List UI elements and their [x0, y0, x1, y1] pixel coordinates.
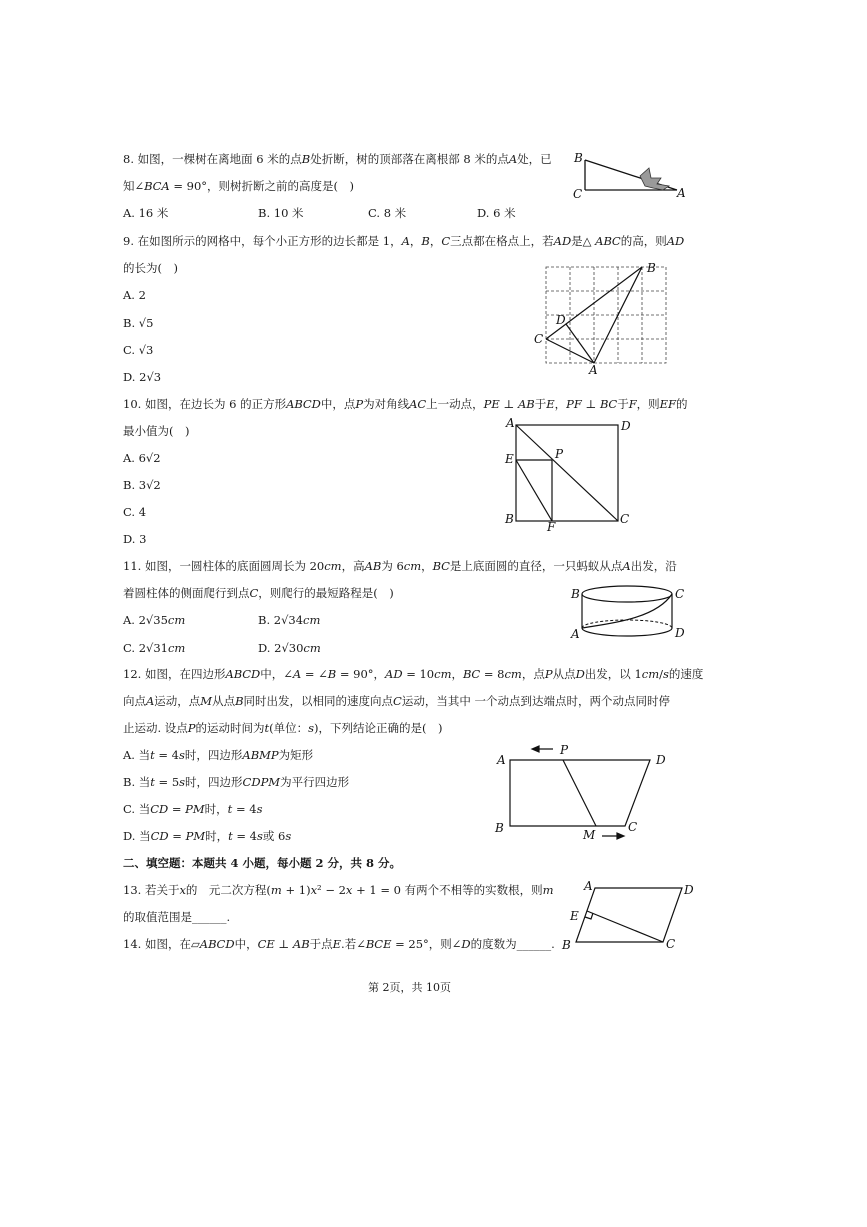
q14-figure — [560, 878, 700, 953]
fig14-label-e: E — [570, 909, 579, 923]
q11-option-b: B. 2√34𝑐𝑚 — [258, 613, 321, 627]
q12-line1: 12. 如图，在四边形𝐴𝐵𝐶𝐷中，∠𝐴 = ∠𝐵 = 90°，𝐴𝐷 = 10𝑐𝑚，𝐵𝐶 = 8𝑐𝑚，点𝑃从点𝐷出发，以 1𝑐𝑚/𝑠的速度 — [123, 667, 704, 681]
q8-line1: 8. 如图，一棵树在离地面 6 米的点𝐵处折断，树的顶部落在离根部 8 米的点𝐴处，已 — [123, 152, 552, 166]
q11-figure — [565, 580, 695, 645]
q10-option-c: C. 4 — [123, 505, 147, 519]
fig9-label-d: D — [556, 313, 566, 327]
q13-line1: 13. 若关于𝑥的 元二次方程(𝑚 + 1)𝑥² − 2𝑥 + 1 = 0 有两个不相等的实数根，则𝑚 — [123, 883, 554, 897]
fig10-label-e: E — [505, 452, 514, 466]
fig10-label-c: C — [620, 512, 630, 526]
q12-option-b: B. 当𝑡 = 5𝑠时，四边形𝐶𝐷𝑃𝑀为平行四边形 — [123, 775, 350, 789]
section-heading: 二、填空题：本题共 4 小题，每小题 2 分，共 8 分。 — [123, 856, 402, 870]
q8-option-b: B. 10 米 — [258, 206, 304, 220]
fig9-label-c: C — [534, 332, 544, 346]
q12-option-d: D. 当𝐶𝐷 = 𝑃𝑀时，𝑡 = 4𝑠或 6𝑠 — [123, 829, 292, 843]
fig10-label-f: F — [547, 520, 556, 534]
fig11-label-b: B — [571, 587, 580, 601]
q13-line2: 的取值范围是______. — [123, 910, 231, 924]
q11-option-d: D. 2√30𝑐𝑚 — [258, 641, 321, 655]
q12-line2: 向点𝐴运动，点𝑀从点𝐵同时出发，以相同的速度向点𝐶运动，当其中 一个动点到达端点时，两个动点同时停 — [123, 694, 670, 708]
q10-option-d: D. 3 — [123, 532, 147, 546]
fig14-label-b: B — [562, 938, 571, 952]
q11-option-c: C. 2√31𝑐𝑚 — [123, 641, 186, 655]
fig12-label-m: M — [583, 828, 596, 842]
fig10-label-d: D — [621, 419, 631, 433]
q10-option-b: B. 3√2 — [123, 478, 161, 492]
arrow-right-icon — [602, 833, 624, 839]
fig14-label-c: C — [666, 937, 676, 951]
fig12-label-a: A — [497, 753, 506, 767]
fig12-label-p: P — [560, 743, 569, 757]
q9-option-a: A. 2 — [123, 288, 146, 302]
fig14-label-a: A — [584, 879, 593, 893]
fig10-label-p: P — [555, 447, 564, 461]
fig12-label-d: D — [656, 753, 666, 767]
q10-line1: 10. 如图，在边长为 6 的正方形𝐴𝐵𝐶𝐷中，点𝑃为对角线𝐴𝐶上一动点，𝑃𝐸 ⊥ 𝐴𝐵于𝐸，𝑃𝐹 ⊥ 𝐵𝐶于𝐹，则𝐸𝐹的 — [123, 397, 688, 411]
q10-figure — [500, 415, 640, 533]
q9-figure — [530, 262, 670, 377]
fig9-label-b: B — [647, 261, 656, 275]
q8-line2: 知∠𝐵𝐶𝐴 = 90°，则树折断之前的高度是( ) — [123, 179, 354, 193]
fig9-label-a: A — [589, 363, 598, 377]
q11-option-a: A. 2√35𝑐𝑚 — [123, 613, 186, 627]
q12-option-a: A. 当𝑡 = 4𝑠时，四边形𝐴𝐵𝑀𝑃为矩形 — [123, 748, 314, 762]
q10-option-a: A. 6√2 — [123, 451, 161, 465]
q9-line2: 的长为( ) — [123, 261, 178, 275]
q8-option-c: C. 8 米 — [368, 206, 407, 220]
fig11-label-c: C — [675, 587, 685, 601]
fig8-label-b: B — [574, 151, 583, 165]
q12-line3: 止运动. 设点𝑃的运动时间为𝑡(单位：𝑠)，下列结论正确的是( ) — [123, 721, 443, 735]
q14-line1: 14. 如图，在▱𝐴𝐵𝐶𝐷中，𝐶𝐸 ⊥ 𝐴𝐵于点𝐸.若∠𝐵𝐶𝐸 = 25°，则∠𝐷的度数为______. — [123, 937, 555, 951]
q12-figure — [490, 740, 680, 845]
q9-option-d: D. 2√3 — [123, 370, 162, 384]
q8-option-d: D. 6 米 — [477, 206, 516, 220]
fig8-label-a: A — [677, 186, 686, 200]
arrow-left-icon — [532, 746, 553, 752]
fig12-label-b: B — [495, 821, 504, 835]
q8-figure — [565, 148, 695, 203]
fig11-label-d: D — [675, 626, 685, 640]
q9-option-b: B. √5 — [123, 316, 154, 330]
page-footer: 第 2页，共 10页 — [368, 981, 451, 994]
tree-crown-icon — [640, 168, 669, 190]
fig14-label-d: D — [684, 883, 694, 897]
fig11-label-a: A — [571, 627, 580, 641]
fig12-label-c: C — [628, 820, 638, 834]
fig10-label-b: B — [505, 512, 514, 526]
q10-line2: 最小值为( ) — [123, 424, 190, 438]
q11-line1: 11. 如图，一圆柱体的底面圆周长为 20𝑐𝑚，高𝐴𝐵为 6𝑐𝑚，𝐵𝐶是上底面圆的直径，一只蚂蚁从点𝐴出发，沿 — [123, 559, 677, 573]
q11-line2: 着圆柱体的侧面爬行到点𝐶，则爬行的最短路程是( ) — [123, 586, 394, 600]
fig8-label-c: C — [573, 187, 583, 201]
q9-line1: 9. 在如图所示的网格中，每个小正方形的边长都是 1，𝐴，𝐵，𝐶三点都在格点上，若𝐴𝐷是△ 𝐴𝐵𝐶的高，则𝐴𝐷 — [123, 234, 685, 248]
q9-option-c: C. √3 — [123, 343, 154, 357]
q8-option-a: A. 16 米 — [123, 206, 169, 220]
fig10-label-a: A — [506, 416, 515, 430]
q12-option-c: C. 当𝐶𝐷 = 𝑃𝑀时，𝑡 = 4𝑠 — [123, 802, 263, 816]
